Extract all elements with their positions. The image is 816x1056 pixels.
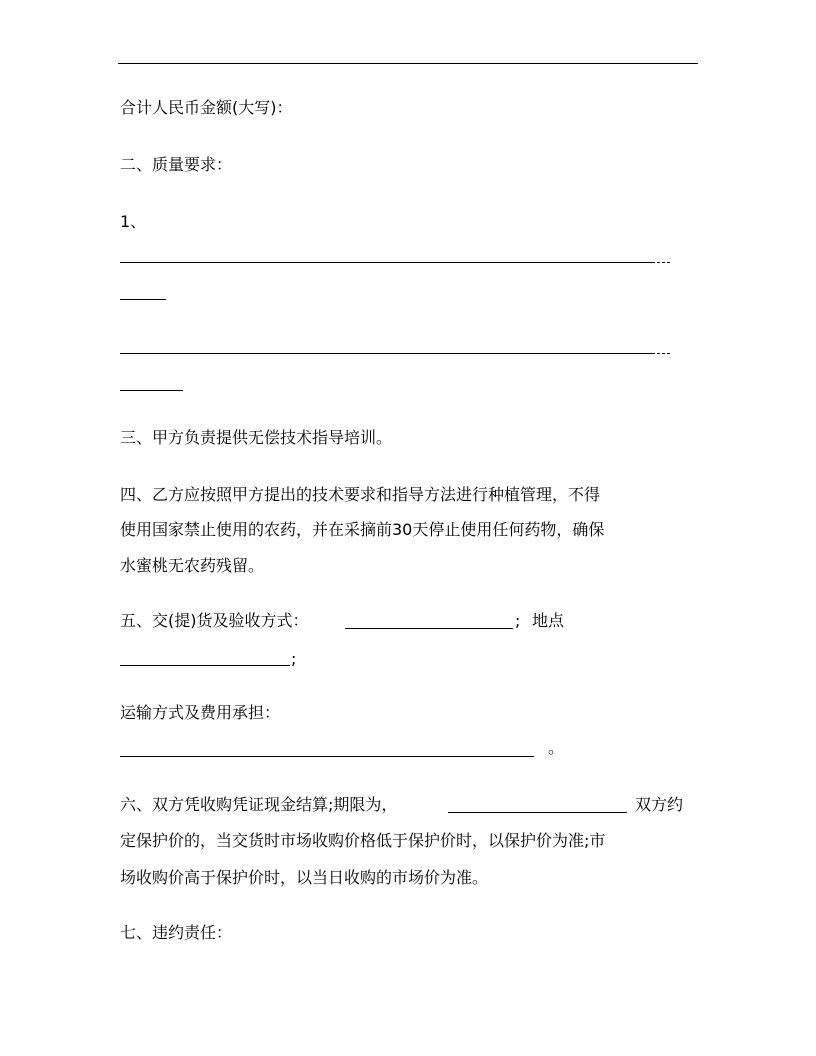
clause-3: 三、甲方负责提供无偿技术指导培训。 xyxy=(120,428,393,447)
clause-6-line-1a: 六、双方凭收购凭证现金结算;期限为， xyxy=(120,795,398,814)
clause-4-line-2: 使用国家禁止使用的农药，并在采摘前30天停止使用任何药物，确保 xyxy=(120,520,605,539)
clause-6-line-3: 场收购价高于保护价时，以当日收购的市场价为准。 xyxy=(120,868,489,887)
quality-blank-2a-tail xyxy=(652,353,670,354)
quality-blank-2a xyxy=(120,353,652,354)
transport-end: 。 xyxy=(548,738,565,757)
clause-7-heading: 七、违约责任： xyxy=(120,923,233,942)
total-amount-line: 合计人民币金额(大写)： xyxy=(120,98,293,117)
quality-heading: 二、质量要求： xyxy=(120,155,233,174)
clause-4-line-1: 四、乙方应按照甲方提出的技术要求和指导方法进行种植管理，不得 xyxy=(120,485,601,504)
quality-item-1-label: 1、 xyxy=(120,212,147,231)
clause-6-line-1b: 双方约 xyxy=(635,795,684,814)
clause-4-line-3: 水蜜桃无农药残留。 xyxy=(120,556,265,575)
quality-blank-1a-tail xyxy=(652,262,670,263)
transport-label: 运输方式及费用承担： xyxy=(120,703,281,722)
clause-5-place-label: 地点 xyxy=(532,611,565,630)
quality-blank-1a xyxy=(120,262,652,263)
header-rule xyxy=(118,63,698,64)
transport-blank xyxy=(120,756,534,757)
quality-blank-1b xyxy=(120,299,166,300)
payment-period-blank xyxy=(448,812,627,813)
clause-5-label: 五、交(提)货及验收方式： xyxy=(120,611,309,630)
clause-5-separator: ; xyxy=(515,611,521,630)
delivery-place-blank xyxy=(120,665,290,666)
clause-6-line-2: 定保护价的，当交货时市场收购价格低于保护价时，以保护价为准;市 xyxy=(120,831,606,850)
delivery-method-blank xyxy=(345,628,513,629)
clause-5-end: ; xyxy=(291,649,297,668)
quality-blank-2b xyxy=(120,390,183,391)
